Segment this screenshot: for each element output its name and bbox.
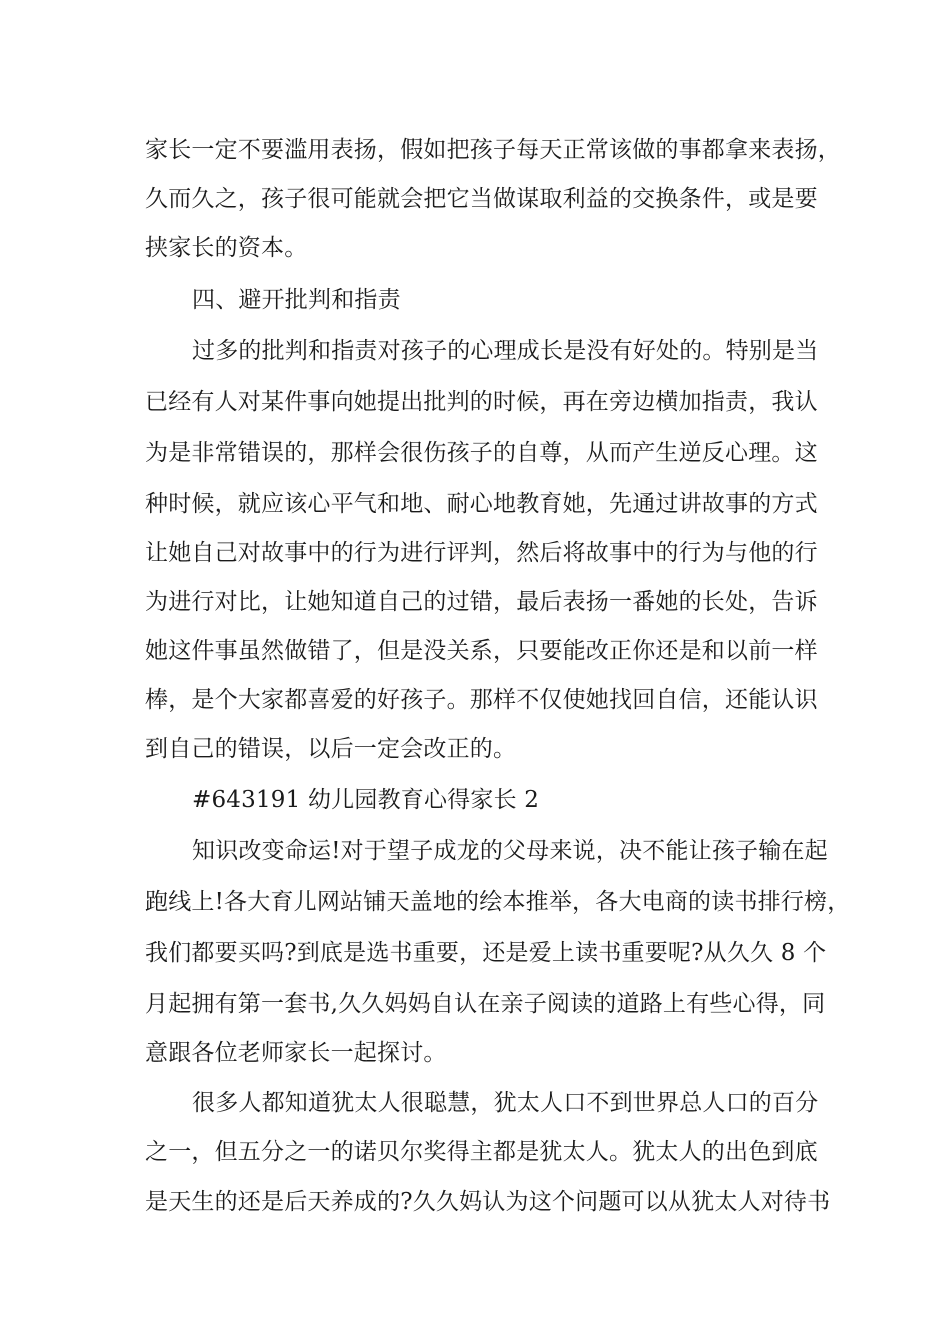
body-text-line: 种时候，就应该心平气和地、耐心地教育她，先通过讲故事的方式 bbox=[145, 491, 818, 517]
body-text-line: 到自己的错误，以后一定会改正的。 bbox=[145, 736, 517, 762]
body-text-line: 我们都要买吗?到底是选书重要，还是爱上读书重要呢?从久久 8 个 bbox=[145, 940, 827, 966]
body-text-line: 让她自己对故事中的行为进行评判，然后将故事中的行为与他的行 bbox=[145, 540, 818, 566]
body-text-line: 过多的批判和指责对孩子的心理成长是没有好处的。特别是当 bbox=[192, 338, 819, 364]
section-heading: #643191 幼儿园教育心得家长 2 bbox=[192, 787, 540, 813]
body-text-line: 她这件事虽然做错了，但是没关系，只要能改正你还是和以前一样 bbox=[145, 638, 818, 664]
body-text-line: 知识改变命运!对于望子成龙的父母来说，决不能让孩子输在起 bbox=[192, 838, 828, 864]
body-text-line: 家长一定不要滥用表扬，假如把孩子每天正常该做的事都拿来表扬， bbox=[145, 137, 841, 163]
body-text-line: 为进行对比，让她知道自己的过错，最后表扬一番她的长处，告诉 bbox=[145, 589, 818, 615]
body-text-line: 月起拥有第一套书,久久妈妈自认在亲子阅读的道路上有些心得，同 bbox=[145, 991, 826, 1017]
body-text-line: 是天生的还是后天养成的?久久妈认为这个问题可以从犹太人对待书 bbox=[145, 1189, 831, 1215]
body-text-line: 之一，但五分之一的诺贝尔奖得主都是犹太人。犹太人的出色到底 bbox=[145, 1139, 818, 1165]
body-text-line: 很多人都知道犹太人很聪慧，犹太人口不到世界总人口的百分 bbox=[192, 1090, 819, 1116]
body-text-line: 挟家长的资本。 bbox=[145, 235, 308, 261]
body-text-line: 为是非常错误的，那样会很伤孩子的自尊，从而产生逆反心理。这 bbox=[145, 440, 818, 466]
body-text-line: 棒，是个大家都喜爱的好孩子。那样不仅使她找回自信，还能认识 bbox=[145, 687, 818, 713]
body-text-line: 久而久之，孩子很可能就会把它当做谋取利益的交换条件，或是要 bbox=[145, 186, 818, 212]
body-text-line: 意跟各位老师家长一起探讨。 bbox=[145, 1040, 447, 1066]
body-text-line: 跑线上!各大育儿网站铺天盖地的绘本推举，各大电商的读书排行榜， bbox=[145, 889, 851, 915]
section-heading: 四、避开批判和指责 bbox=[192, 287, 401, 313]
body-text-line: 已经有人对某件事向她提出批判的时候，再在旁边横加指责，我认 bbox=[145, 389, 818, 415]
